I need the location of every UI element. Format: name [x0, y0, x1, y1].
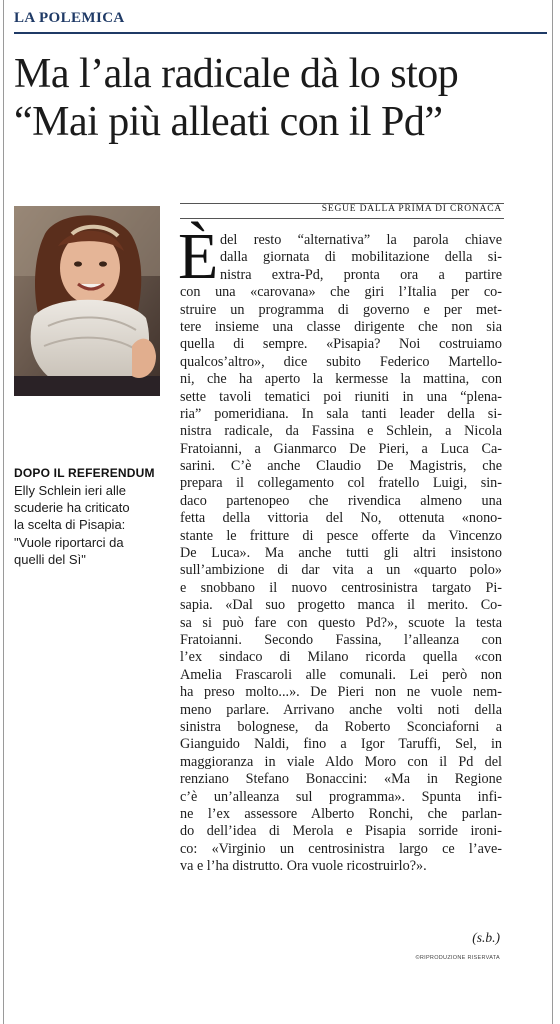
article-line: con una «carovana» che giri l’Italia per co- [180, 284, 502, 301]
right-border [552, 0, 553, 1024]
article-line: l’ex sindaco di Milano ricorda quella «con [180, 649, 502, 666]
article-line: daco partenopeo che rivendica almeno una [180, 492, 502, 509]
article-line: renziano Stefano Bonaccini: «Ma in Regione [180, 771, 502, 788]
portrait-photo [14, 206, 160, 396]
caption-line: la scelta di Pisapia: [14, 517, 126, 533]
article-line: ria” pomeridiana. In sala tanti leader della si- [180, 405, 502, 422]
article-body [180, 232, 502, 875]
article-line: ha preso molto...». De Pieri non ne vuole nem- [180, 684, 502, 701]
article-line: sull’ambizione di dar vita a un «quarto polo» [180, 562, 502, 579]
article-line: stante le fritture di pesce offerte da Vincenzo [180, 527, 502, 544]
article-line: qualcos’altro», dice subito Federico Martello- [180, 353, 502, 370]
article-line: tere insieme una classe dirigente che non sia [180, 318, 502, 335]
headline-line-2: “Mai più alleati con il Pd” [14, 99, 443, 145]
article-line: struire un programma di governo e per met- [180, 301, 502, 318]
article-line: e snobbano il nuovo centrosinistra targato Pi- [180, 579, 502, 596]
article-line: sette tavoli tematici poi riuniti in una “plena- [180, 388, 502, 405]
article-line: del resto “alternativa” la parola chiave [220, 232, 502, 248]
article-line: ne l’ex assessore Alberto Ronchi, che parlan- [180, 805, 502, 822]
article-line: sapia. «Dal suo progetto manca il merito. Co- [180, 597, 502, 614]
article-line: co: «Virginio un centrosinistra largo ce l’ave- [180, 840, 502, 857]
kicker-rule [14, 32, 547, 34]
drop-cap: È [178, 220, 219, 293]
author-signature: (s.b.) [472, 930, 500, 945]
article-line: quella di sempre. «Pisapia? Noi costruiamo [180, 336, 502, 353]
article-line: prepara il collegamento col fratello Luigi, sin- [180, 475, 502, 492]
headline [14, 50, 549, 146]
headline-line-1: Ma l’ala radicale dà lo stop [14, 51, 459, 97]
article-line: dalla giornata di mobilitazione della si- [220, 249, 502, 266]
caption-line: scuderie ha criticato [14, 500, 130, 516]
article-line: va e l’ha distrutto. Ora vuole ricostruirlo?». [180, 858, 427, 875]
article-line: maggioranza in viale Aldo Moro con il Pd del [180, 753, 502, 770]
article-line: Fratoianni, a Gianmarco De Pieri, a Luca Ca- [180, 440, 502, 457]
article-line: sarini. C’è anche Claudio De Magistris, che [180, 458, 502, 475]
caption-line: Elly Schlein ieri alle [14, 483, 126, 498]
caption-line: quelli del Sì" [14, 551, 86, 567]
portrait-illustration [14, 206, 160, 396]
caption-title: DOPO IL REFERENDUM [14, 466, 155, 480]
article-line: meno parlare. Arrivano anche volti noti della [180, 701, 502, 718]
article-line: Fratoianni. Secondo Fassina, l’alleanza con [180, 631, 502, 648]
article-line: nistra extra-Pd, pronta ora a partire [220, 266, 502, 283]
left-border [3, 0, 4, 1024]
section-rule-bottom [180, 218, 504, 219]
article-line: do dell’idea di Merola e Pisapia sorride ironi- [180, 823, 502, 840]
article-line: Amelia Frascaroli alle comunali. Lei però non [180, 666, 502, 683]
article-line: c’è un’alleanza sul programma». Spunta infi- [180, 788, 502, 805]
article-line: Gianguido Naldi, fino a Igor Taruffi, Sel, in [180, 736, 502, 753]
article-line: sa si può fare con questo Pd?», scuote la testa [180, 614, 502, 631]
article-line: sinistra bolognese, da Roberto Sconciaforni a [180, 718, 502, 735]
caption-line: "Vuole riportarci da [14, 534, 124, 550]
copyright-notice: ©RIPRODUZIONE RISERVATA [415, 955, 500, 961]
kicker: LA POLEMICA [14, 10, 125, 26]
article-line: fetta della vittoria del No, ottenuta «nono- [180, 510, 502, 527]
section-label: SEGUE DALLA PRIMA DI CRONACA [321, 204, 502, 214]
article-line: nistra radicale, da Fassina e Schlein, a Nicola [180, 423, 502, 440]
article-line: De Luca». Ma anche tutti gli altri insistono [180, 545, 502, 562]
caption-body [14, 482, 164, 568]
article-line: ni, che ha aperto la kermesse la mattina, con [180, 371, 502, 388]
